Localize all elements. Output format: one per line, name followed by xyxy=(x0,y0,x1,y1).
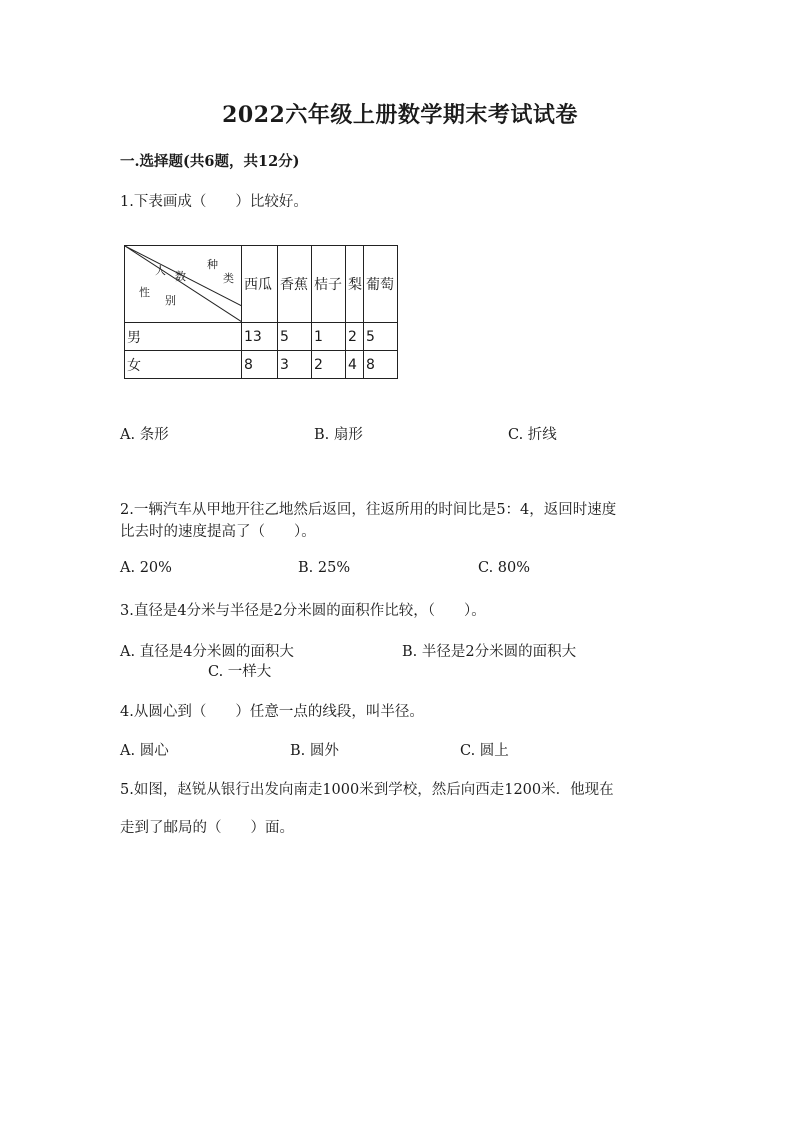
table-cell: 5 xyxy=(364,323,398,351)
section-heading: 一.选择题(共6题，共12分) xyxy=(120,153,300,170)
table-row xyxy=(125,323,398,351)
q4-option-c: C. 圆上 xyxy=(460,743,509,759)
q3-option-b: B. 半径是2分米圆的面积大 xyxy=(402,644,577,660)
corner-label-mid1: 人 xyxy=(155,264,166,277)
q3-option-c: C. 一样大 xyxy=(208,664,272,680)
row-label: 女 xyxy=(125,351,242,379)
q1-option-b: B. 扇形 xyxy=(314,427,363,443)
table-cell: 1 xyxy=(312,323,346,351)
q2-option-a: A. 20% xyxy=(120,560,172,576)
q1-option-a: A. 条形 xyxy=(120,427,169,443)
table-cell: 8 xyxy=(242,351,278,379)
table-row xyxy=(125,351,398,379)
question-2-stem-line2: 比去时的速度提高了（ ）。 xyxy=(120,524,316,540)
corner-label-bl1: 性 xyxy=(139,286,150,299)
question-2-stem-line1: 2.一辆汽车从甲地开往乙地然后返回，往返所用的时间比是5：4，返回时速度 xyxy=(120,502,617,518)
table-cell: 8 xyxy=(364,351,398,379)
table-cell: 4 xyxy=(346,351,364,379)
question-5-stem-line1: 5.如图，赵锐从银行出发向南走1000米到学校，然后向西走1200米．他现在 xyxy=(120,782,614,798)
question-5-stem-line2: 走到了邮局的（ ）面。 xyxy=(120,820,294,836)
table-cell: 2 xyxy=(312,351,346,379)
q1-option-c: C. 折线 xyxy=(508,427,557,443)
page-title: 2022六年级上册数学期末考试试卷 xyxy=(222,102,578,128)
q3-option-a: A. 直径是4分米圆的面积大 xyxy=(120,644,294,660)
table-header-cell: 香蕉 xyxy=(278,246,312,323)
table-header-cell: 葡萄 xyxy=(364,246,398,323)
table-header-cell: 桔子 xyxy=(312,246,346,323)
question-4-stem: 4.从圆心到（ ）任意一点的线段，叫半径。 xyxy=(120,704,424,720)
q2-option-c: C. 80% xyxy=(478,560,531,576)
table-cell: 13 xyxy=(242,323,278,351)
corner-label-bl2: 别 xyxy=(165,294,176,307)
row-label: 男 xyxy=(125,323,242,351)
q2-option-b: B. 25% xyxy=(298,560,351,576)
table-cell: 5 xyxy=(278,323,312,351)
table-cell: 3 xyxy=(278,351,312,379)
corner-label-mid2: 数 xyxy=(175,270,186,283)
q4-option-b: B. 圆外 xyxy=(290,743,339,759)
table-header-cell: 梨 xyxy=(346,246,364,323)
corner-label-top: 种 xyxy=(207,258,218,271)
table-header-cell: 西瓜 xyxy=(242,246,278,323)
question-1-stem: 1.下表画成（ ）比较好。 xyxy=(120,194,308,210)
q4-option-a: A. 圆心 xyxy=(120,743,169,759)
fruit-preference-table xyxy=(124,245,398,379)
question-3-stem: 3.直径是4分米与半径是2分米圆的面积作比较，（ ）。 xyxy=(120,603,486,619)
table-corner-header xyxy=(125,246,242,323)
table-cell: 2 xyxy=(346,323,364,351)
corner-label-right: 类 xyxy=(223,272,234,285)
